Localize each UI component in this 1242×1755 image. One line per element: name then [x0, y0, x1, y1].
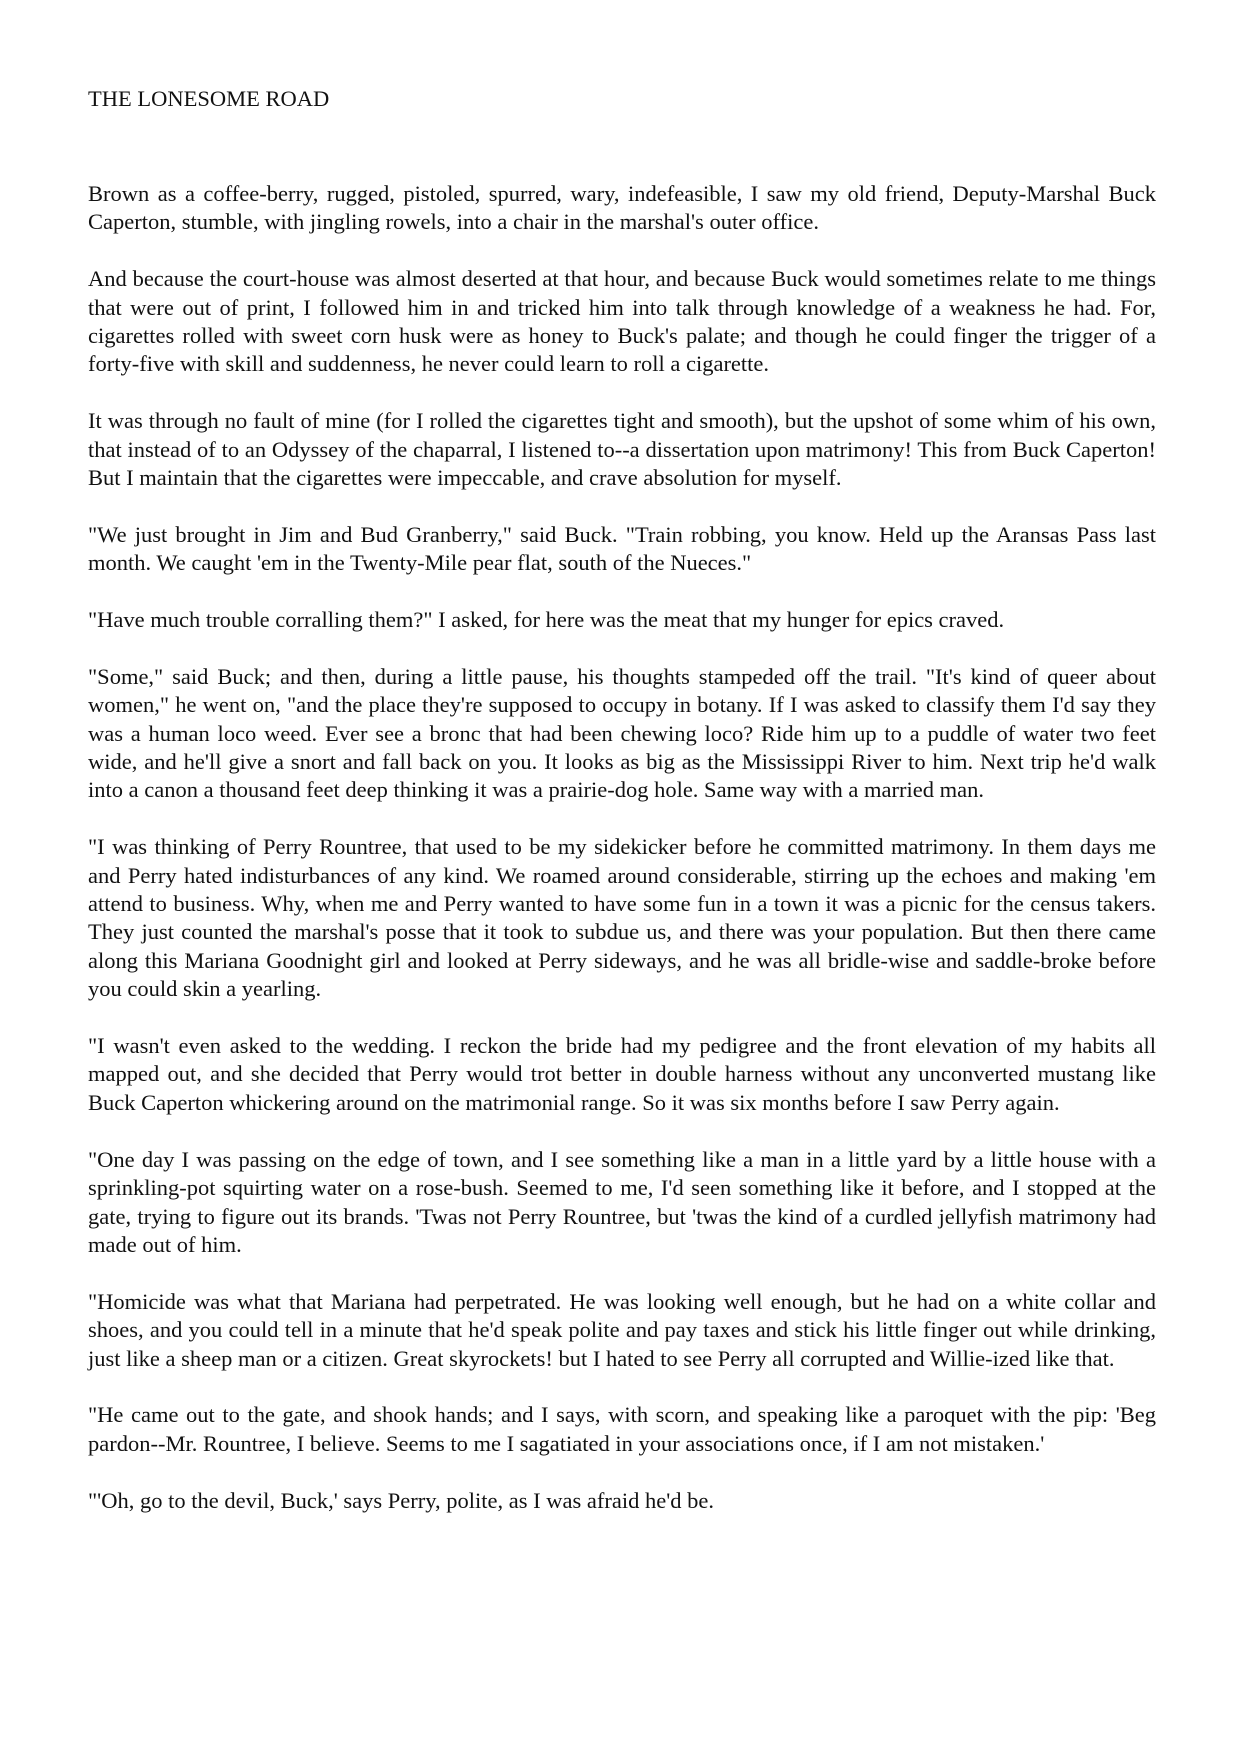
- paragraph-1: Brown as a coffee-berry, rugged, pistoled, spurred, wary, indefeasible, I saw my old friend, Deputy-Marshal Buck Caperton, stumble, with jingling rowels, into a chair in the marshal's outer office.: [88, 181, 1156, 235]
- paragraph-6: "Some," said Buck; and then, during a little pause, his thoughts stampeded off the trail. "It's kind of queer about women," he went on, "and the place they're supposed to occupy in botany. If I was asked to classify them I'd say they was a human loco weed. Ever see a bronc that had been chewing loco? Ride him up to a puddle of water two feet wide, and he'll give a snort and fall back on you. It looks as big as the Mississippi River to him. Next trip he'd walk into a canon a thousand feet deep thinking it was a prairie-dog hole. Same way with a married man.: [88, 663, 1156, 803]
- paragraph-8: "I wasn't even asked to the wedding. I reckon the bride had my pedigree and the front elevation of my habits all mapped out, and she decided that Perry would trot better in double harness without any unconverted mustang like Buck Caperton whickering around on the matrimonial range. So it was six months before I saw Perry again.: [88, 1033, 1156, 1115]
- document-page: [88, 82, 1156, 1515]
- paragraph-7: "I was thinking of Perry Rountree, that used to be my sidekicker before he committed matrimony. In them days me and Perry hated indisturbances of any kind. We roamed around considerable, stirring up the echoes and making 'em attend to business. Why, when me and Perry wanted to have some fun in a town it was a picnic for the census takers. They just counted the marshal's posse that it took to subdue us, and there was your population. But then there came along this Mariana Goodnight girl and looked at Perry sideways, and he was all bridle-wise and saddle-broke before you could skin a yearling.: [88, 834, 1156, 1002]
- paragraph-9: "One day I was passing on the edge of town, and I see something like a man in a little yard by a little house with a sprinkling-pot squirting water on a rose-bush. Seemed to me, I'd seen something like it before, and I stopped at the gate, trying to figure out its brands. 'Twas not Perry Rountree, but 'twas the kind of a curdled jellyfish matrimony had made out of him.: [88, 1146, 1156, 1257]
- paragraph-5: "Have much trouble corralling them?" I asked, for here was the meat that my hunger for epics craved.: [88, 607, 1005, 633]
- paragraph-3: It was through no fault of mine (for I rolled the cigarettes tight and smooth), but the upshot of some whim of his own, that instead of to an Odyssey of the chaparral, I listened to--a dissertation upon matrimony! This from Buck Caperton! But I maintain that the cigarettes were impeccable, and crave absolution for myself.: [88, 408, 1156, 491]
- paragraph-4: "We just brought in Jim and Bud Granberry," said Buck. "Train robbing, you know. Held up the Aransas Pass last month. We caught 'em in the Twenty-Mile pear flat, south of the Nueces.": [88, 521, 1156, 576]
- paragraph-2: And because the court-house was almost deserted at that hour, and because Buck would sometimes relate to me things that were out of print, I followed him in and tricked him into talk through knowledge of a weakness he had. For, cigarettes rolled with sweet corn husk were as honey to Buck's palate; and though he could finger the trigger of a forty-five with skill and suddenness, he never could learn to roll a cigarette.: [88, 266, 1156, 377]
- paragraph-10: "Homicide was what that Mariana had perpetrated. He was looking well enough, but he had on a white collar and shoes, and you could tell in a minute that he'd speak polite and pay taxes and stick his little finger out while drinking, just like a sheep man or a citizen. Great skyrockets! but I hated to see Perry all corrupted and Willie-ized like that.: [88, 1288, 1156, 1371]
- document-title: THE LONESOME ROAD: [88, 86, 330, 111]
- paragraph-11: "He came out to the gate, and shook hands; and I says, with scorn, and speaking like a paroquet with the pip: 'Beg pardon--Mr. Rountree, I believe. Seems to me I sagatiated in your associations once, if I am not mistaken.': [88, 1402, 1156, 1456]
- paragraph-12: "'Oh, go to the devil, Buck,' says Perry, polite, as I was afraid he'd be.: [88, 1487, 714, 1513]
